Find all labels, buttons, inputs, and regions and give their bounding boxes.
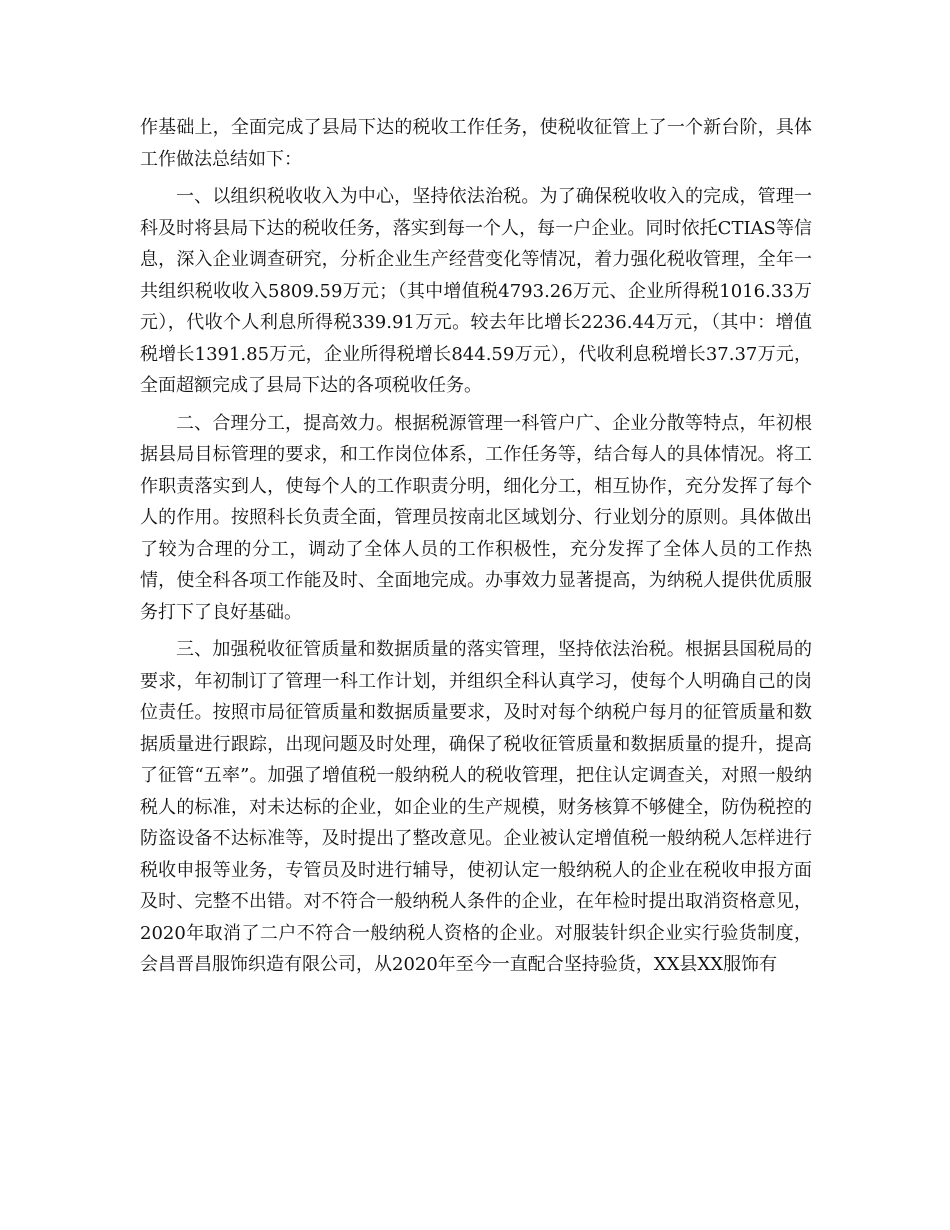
paragraph-section-1: 一、以组织税收收入为中心，坚持依法治税。为了确保税收收入的完成，管理一科及时将县局下达的税收任务，落实到每一个人，每一户企业。同时依托CTIAS等信息，深入企业调查研究，分析企业生产经营变化等情况，着力强化税收管理，全年一共组织税收收入5809.59万元；（其中增值税4793.26万元、企业所得税1016.33万元），代收个人利息所得税339.91万元。较去年比增长2236.44万元，（其中：增值税增长1391.85万元，企业所得税增长844.59万元），代收利息税增长37.37万元，全面超额完成了县局下达的各项税收任务。 — [140, 186, 812, 396]
paragraph-intro: 作基础上，全面完成了县局下达的税收工作任务，使税收征管上了一个新台阶，具体工作做法总结如下： — [140, 117, 812, 170]
paragraph-section-3: 三、加强税收征管质量和数据质量的落实管理，坚持依法治税。根据县国税局的要求，年初制订了管理一科工作计划，并组织全科认真学习，使每个人明确自己的岗位责任。按照市局征管质量和数据质量要求，及时对每个纳税户每月的征管质量和数据质量进行跟踪，出现问题及时处理，确保了税收征管质量和数据质量的提升，提高了征管“五率”。加强了增值税一般纳税人的税收管理，把住认定调查关，对照一般纳税人的标准，对未达标的企业，如企业的生产规模，财务核算不够健全，防伪税控的防盗设备不达标准等，及时提出了整改意见。企业被认定增值税一般纳税人怎样进行税收申报等业务，专管员及时进行辅导，使初认定一般纳税人的企业在税收申报方面及时、完整不出错。对不符合一般纳税人条件的企业，在年检时提出取消资格意见，2020年取消了二户不符合一般纳税人资格的企业。对服装针织企业实行验货制度，会昌晋昌服饰织造有限公司，从2020年至今一直配合坚持验货，XX县XX服饰有 — [140, 639, 812, 975]
paragraph-section-2: 二、合理分工，提高效力。根据税源管理一科管户广、企业分散等特点，年初根据县局目标管理的要求，和工作岗位体系，工作任务等，结合每人的具体情况。将工作职责落实到人，使每个人的工作职责分明，细化分工，相互协作，充分发挥了每个人的作用。按照科长负责全面，管理员按南北区域划分、行业划分的原则。具体做出了较为合理的分工，调动了全体人员的工作积极性，充分发挥了全体人员的工作热情，使全科各项工作能及时、全面地完成。办事效力显著提高，为纳税人提供优质服务打下了良好基础。 — [140, 412, 812, 623]
document-page — [140, 112, 812, 987]
